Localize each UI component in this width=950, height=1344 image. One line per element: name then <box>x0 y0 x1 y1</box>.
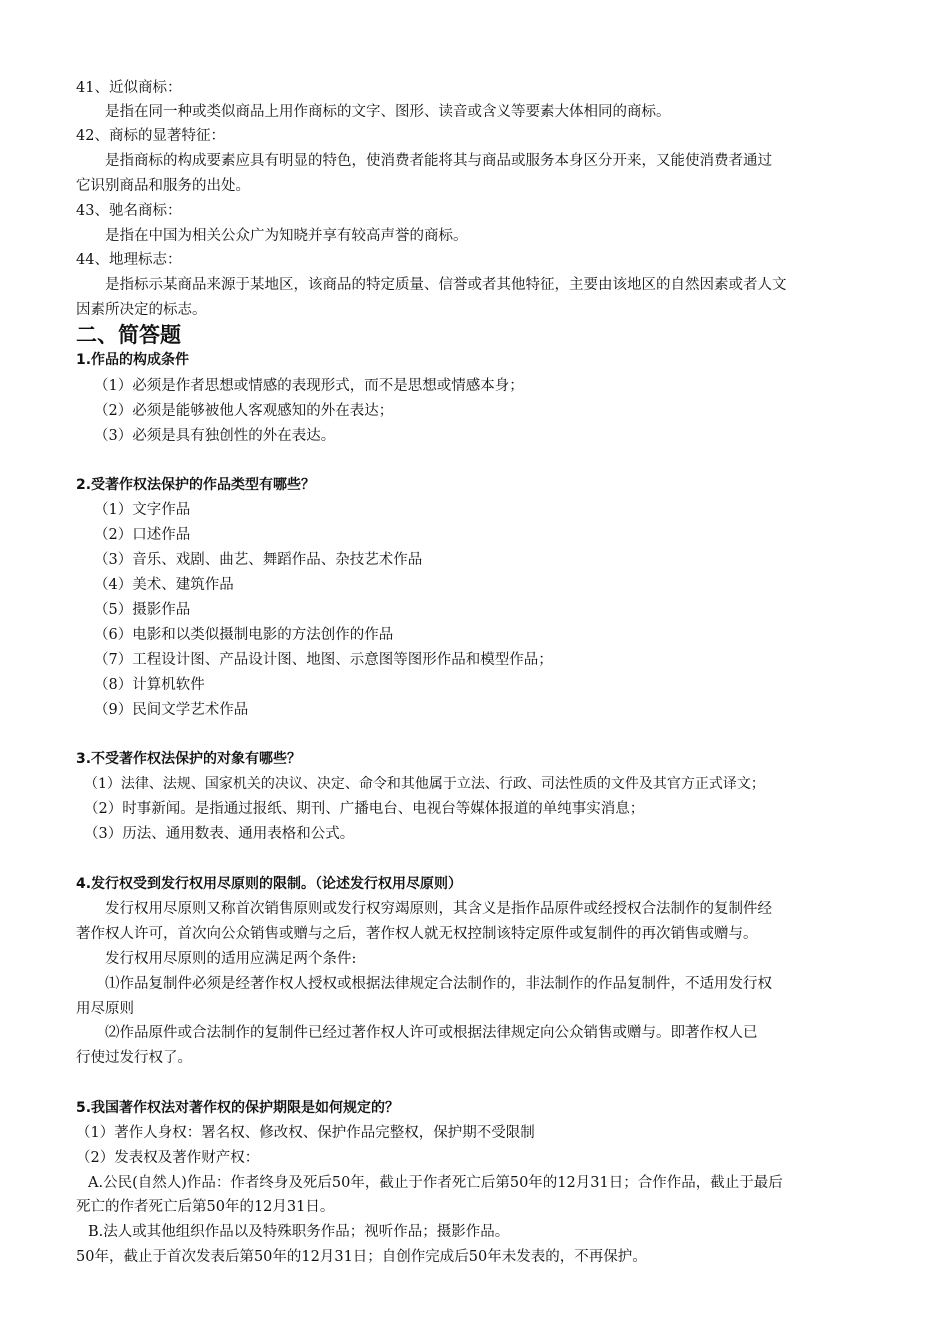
question-2-title: 2.受著作权法保护的作品类型有哪些？ <box>76 477 316 493</box>
term-43-title: 43、驰名商标： <box>76 203 182 219</box>
term-44-title: 44、地理标志： <box>76 252 182 268</box>
question-5-line: B.法人或其他组织作品以及特殊职务作品；视听作品；摄影作品。 <box>88 1224 510 1240</box>
question-3-item: （3）历法、通用数表、通用表格和公式。 <box>84 826 355 842</box>
question-5-line: A.公民(自然人)作品：作者终身及死后50年，截止于作者死亡后第50年的12月31日；合作作品，截止于最后 <box>88 1175 783 1191</box>
term-43-body: 是指在中国为相关公众广为知晓并享有较高声誉的商标。 <box>105 228 468 244</box>
question-1-item: （2）必须是能够被他人客观感知的外在表达； <box>94 403 394 419</box>
term-41-body: 是指在同一种或类似商品上用作商标的文字、图形、读音或含义等要素大体相同的商标。 <box>105 104 671 120</box>
question-2-item: （6）电影和以类似摄制电影的方法创作的作品 <box>94 627 394 643</box>
term-42-body-line1: 是指商标的构成要素应具有明显的特色，使消费者能将其与商品或服务本身区分开来，又能使消费者通过 <box>105 153 772 169</box>
question-2-item: （9）民间文学艺术作品 <box>94 702 249 718</box>
question-1-title: 1.作品的构成条件 <box>76 352 190 368</box>
question-3-item: （2）时事新闻。是指通过报纸、期刊、广播电台、电视台等媒体报道的单纯事实消息； <box>84 801 645 817</box>
question-3-item: （1）法律、法规、国家机关的决议、决定、命令和其他属于立法、行政、司法性质的文件及其官方正式译文； <box>84 776 765 792</box>
term-42-body-line2: 它识别商品和服务的出处。 <box>76 178 250 194</box>
question-2-item: （3）音乐、戏剧、曲艺、舞蹈作品、杂技艺术作品 <box>94 552 423 568</box>
question-4-paragraph-line: 发行权用尽原则的适用应满足两个条件: <box>105 951 357 967</box>
question-5-title: 5.我国著作权法对著作权的保护期限是如何规定的？ <box>76 1100 400 1116</box>
question-2-item: （4）美术、建筑作品 <box>94 577 234 593</box>
question-1-item: （1）必须是作者思想或情感的表现形式，而不是思想或情感本身； <box>94 378 524 394</box>
question-5-line: 50年，截止于首次发表后第50年的12月31日；自创作完成后50年未发表的，不再保护。 <box>76 1249 647 1265</box>
question-4-paragraph-line: 著作权人许可，首次向公众销售或赠与之后，著作权人就无权控制该特定原件或复制件的再次销售或赠与。 <box>76 926 758 942</box>
question-2-item: （8）计算机软件 <box>94 677 205 693</box>
question-4-paragraph-line: 用尽原则 <box>76 1001 134 1017</box>
question-4-paragraph-line: 发行权用尽原则又称首次销售原则或发行权穷竭原则，其含义是指作品原件或经授权合法制作的复制件经 <box>105 901 772 917</box>
question-5-line: （2）发表权及著作财产权： <box>76 1150 260 1166</box>
term-42-title: 42、商标的显著特征： <box>76 128 225 144</box>
question-4-paragraph-line: ⑴作品复制件必须是经著作权人授权或根据法律规定合法制作的，非法制作的作品复制件，不适用发行权 <box>105 976 772 992</box>
question-2-item: （1）文字作品 <box>94 502 191 518</box>
term-44-body-line1: 是指标示某商品来源于某地区，该商品的特定质量、信誉或者其他特征，主要由该地区的自然因素或者人文 <box>105 277 787 293</box>
term-41-title: 41、近似商标： <box>76 80 182 96</box>
section-title: 二、简答题 <box>76 323 181 347</box>
question-3-title: 3.不受著作权法保护的对象有哪些？ <box>76 751 302 767</box>
question-5-line: （1）著作人身权：署名权、修改权、保护作品完整权，保护期不受限制 <box>76 1125 535 1141</box>
question-4-title: 4.发行权受到发行权用尽原则的限制。（论述发行权用尽原则） <box>76 876 463 892</box>
question-5-line: 死亡的作者死亡后第50年的12月31日。 <box>76 1199 335 1215</box>
question-1-item: （3）必须是具有独创性的外在表达。 <box>94 428 336 444</box>
question-4-paragraph-line: 行使过发行权了。 <box>76 1050 192 1066</box>
term-44-body-line2: 因素所决定的标志。 <box>76 302 207 318</box>
question-4-paragraph-line: ⑵作品原件或合法制作的复制件已经过著作权人许可或根据法律规定向公众销售或赠与。即著作权人已 <box>105 1025 758 1041</box>
question-2-item: （2）口述作品 <box>94 527 191 543</box>
question-2-item: （5）摄影作品 <box>94 602 191 618</box>
question-2-item: （7）工程设计图、产品设计图、地图、示意图等图形作品和模型作品； <box>94 652 553 668</box>
